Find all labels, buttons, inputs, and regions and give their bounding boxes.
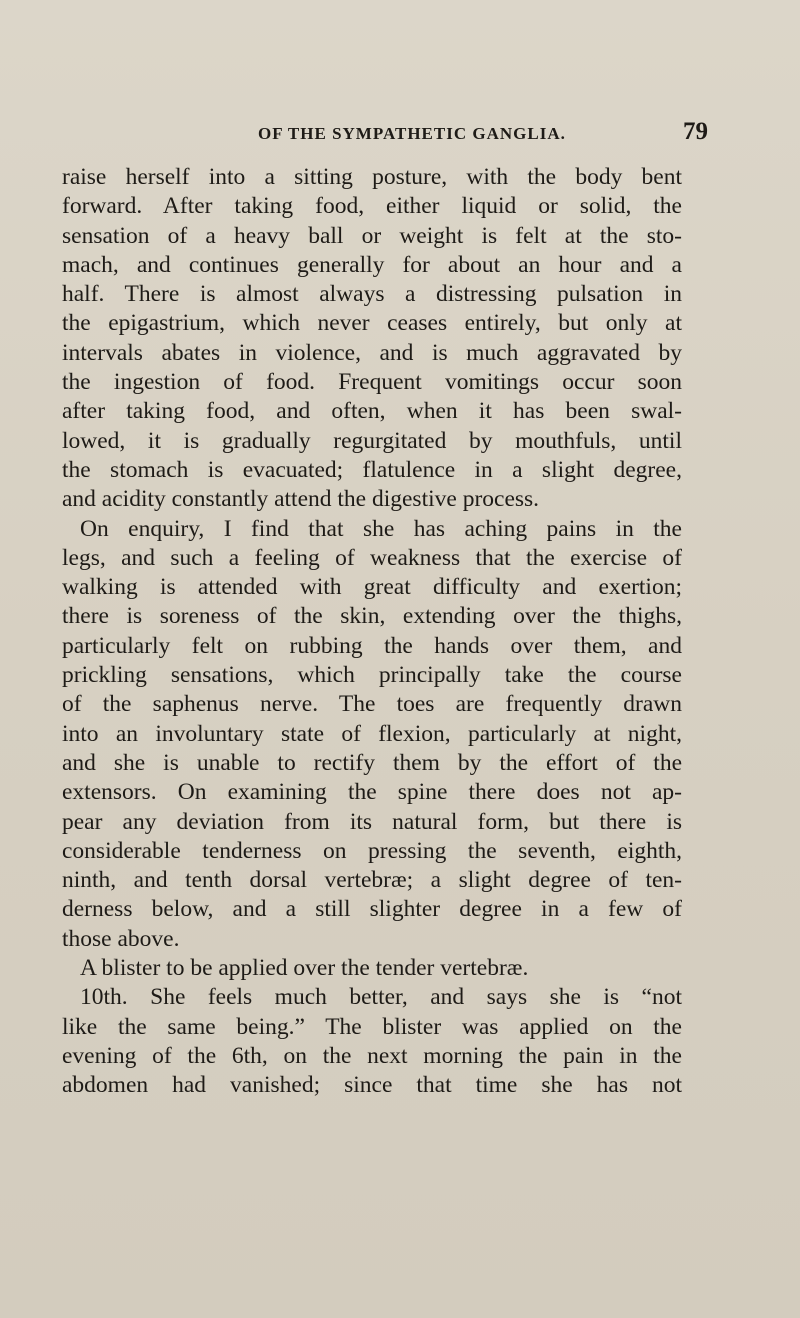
text-line: prickling sensations, which principally take the course — [62, 662, 682, 689]
text-line: A blister to be applied over the tender vertebræ. — [80, 955, 529, 982]
text-line: abdomen had vanished; since that time she has not — [62, 1072, 682, 1099]
text-line: considerable tenderness on pressing the seventh, eighth, — [62, 837, 682, 864]
text-line: ninth, and tenth dorsal vertebræ; a slight degree of ten- — [62, 867, 682, 894]
page-header — [258, 118, 708, 154]
text-line: sensation of a heavy ball or weight is felt at the sto- — [62, 222, 682, 249]
running-head: OF THE SYMPATHETIC GANGLIA. — [258, 124, 566, 143]
text-line: walking is attended with great difficulty and exertion; — [62, 574, 682, 601]
text-line: lowed, it is gradually regurgitated by mouthfuls, until — [62, 427, 682, 454]
text-line: into an involuntary state of flexion, particularly at night, — [62, 720, 682, 747]
text-line: forward. After taking food, either liquid or solid, the — [62, 193, 682, 220]
text-line: and she is unable to rectify them by the effort of the — [62, 749, 682, 776]
text-line: intervals abates in violence, and is much aggravated by — [62, 339, 682, 366]
text-line: On enquiry, I find that she has aching pains in the — [80, 515, 682, 542]
text-line: mach, and continues generally for about an hour and a — [62, 251, 682, 278]
text-line: particularly felt on rubbing the hands over them, and — [62, 632, 682, 659]
text-line: 10th. She feels much better, and says she is “not — [80, 984, 682, 1011]
text-line: extensors. On examining the spine there does not ap- — [62, 779, 682, 806]
text-line: of the saphenus nerve. The toes are frequently drawn — [62, 691, 682, 718]
text-line: evening of the 6th, on the next morning the pain in the — [62, 1042, 682, 1069]
text-line: the epigastrium, which never ceases entirely, but only at — [62, 310, 682, 337]
text-line: like the same being.” The blister was applied on the — [62, 1013, 682, 1040]
text-line: the ingestion of food. Frequent vomitings occur soon — [62, 369, 682, 396]
text-line: raise herself into a sitting posture, with the body bent — [62, 164, 682, 190]
text-line: there is soreness of the skin, extending over the thighs, — [62, 603, 682, 630]
text-line: derness below, and a still slighter degree in a few of — [62, 896, 682, 923]
page-number: 79 — [683, 118, 708, 145]
text-line: pear any deviation from its natural form, but there is — [62, 808, 682, 835]
text-line: and acidity constantly attend the digestive process. — [62, 486, 540, 513]
body-text — [62, 163, 682, 1101]
text-line: after taking food, and often, when it has been swal- — [62, 398, 682, 425]
text-line: the stomach is evacuated; flatulence in a slight degree, — [62, 456, 682, 483]
text-line: legs, and such a feeling of weakness that the exercise of — [62, 544, 682, 571]
text-line: those above. — [62, 925, 180, 952]
text-line: half. There is almost always a distressing pulsation in — [62, 281, 682, 308]
